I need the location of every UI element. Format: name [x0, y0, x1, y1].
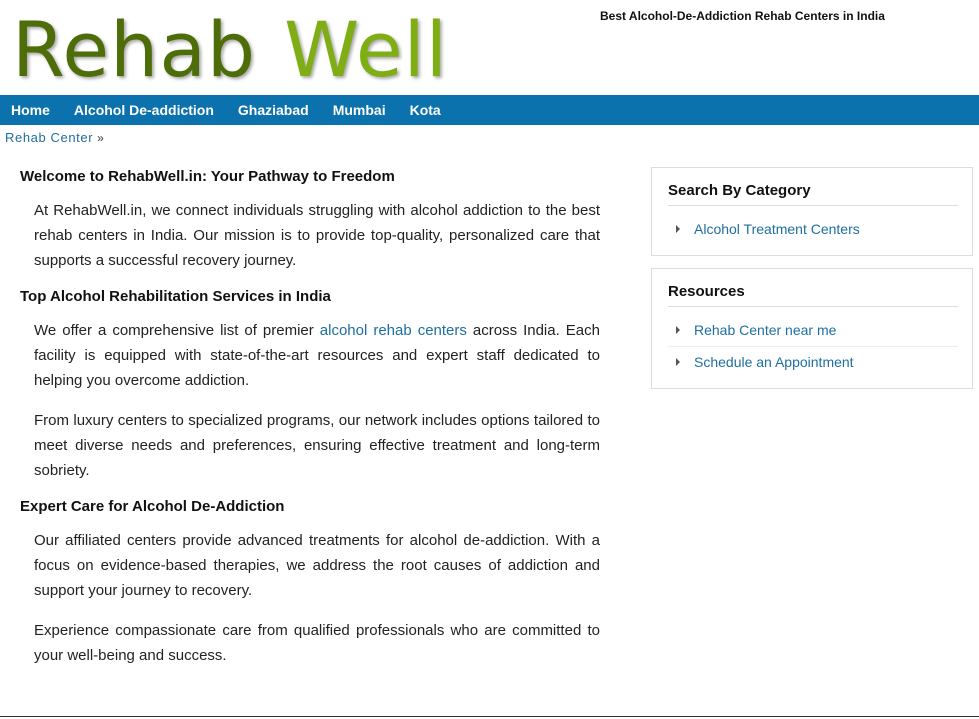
- arrow-right-icon: [676, 358, 680, 366]
- category-link-alcohol-treatment-centers[interactable]: Alcohol Treatment Centers: [694, 221, 860, 237]
- paragraph-text: across India. Each facility is equipped with state-of-the-art resources and expert staff dedicated to helping you overcome addiction.: [34, 322, 600, 389]
- paragraph-network: From luxury centers to specialized programs, our network includes options tailored to meet diverse needs and preferences, ensuring effective treatment and long-term sobriety.: [34, 412, 600, 479]
- logo-word-rehab: Rehab: [12, 5, 257, 94]
- resource-item[interactable]: [668, 347, 958, 378]
- resource-link-schedule-appointment[interactable]: Schedule an Appointment: [694, 354, 854, 370]
- nav-item-kota[interactable]: Kota: [409, 102, 441, 118]
- resources-box-title: Resources: [668, 283, 958, 307]
- arrow-right-icon: [676, 225, 680, 233]
- logo-word-well: Well: [284, 5, 448, 94]
- paragraph-compassionate-care: Experience compassionate care from qualified professionals who are committed to your well-being and success.: [34, 622, 600, 664]
- resource-link-rehab-center-near-me[interactable]: Rehab Center near me: [694, 322, 837, 338]
- resource-item[interactable]: [668, 315, 958, 347]
- nav-item-ghaziabad[interactable]: Ghaziabad: [237, 102, 309, 118]
- section-heading-top-services: Top Alcohol Rehabilitation Services in India: [20, 288, 331, 305]
- sidebar-category: [651, 167, 973, 256]
- paragraph-welcome: At RehabWell.in, we connect individuals struggling with alcohol addiction to the best rehab centers in India. Our mission is to provide top-quality, personalized care that supports a successful recovery journey.: [34, 202, 600, 269]
- category-box: [651, 167, 973, 256]
- site-header: [0, 0, 979, 95]
- main-nav: [0, 95, 979, 125]
- resources-box: [651, 268, 973, 389]
- paragraph-services-list: [34, 318, 600, 393]
- paragraph-text: We offer a comprehensive list of premier: [34, 322, 320, 339]
- breadcrumb-separator: »: [97, 131, 104, 145]
- paragraph-treatments: Our affiliated centers provide advanced treatments for alcohol de-addiction. With a focus on evidence-based therapies, we address the root causes of addiction and support your journey to recovery.: [34, 532, 600, 599]
- category-item[interactable]: [668, 214, 958, 245]
- site-logo[interactable]: [12, 2, 448, 98]
- category-box-title: Search By Category: [668, 182, 958, 206]
- footer-divider: [0, 716, 979, 717]
- arrow-right-icon: [676, 326, 680, 334]
- site-tagline: Best Alcohol-De-Addiction Rehab Centers in India: [600, 9, 885, 23]
- breadcrumb-link-rehab-center[interactable]: Rehab Center: [5, 130, 94, 145]
- breadcrumb: [5, 130, 104, 145]
- section-heading-expert-care: Expert Care for Alcohol De-Addiction: [20, 498, 285, 515]
- link-alcohol-rehab-centers[interactable]: alcohol rehab centers: [319, 322, 467, 339]
- main-content: [20, 168, 600, 683]
- nav-item-alcohol-de-addiction[interactable]: Alcohol De-addiction: [73, 102, 214, 118]
- nav-item-mumbai[interactable]: Mumbai: [332, 102, 386, 118]
- sidebar-resources: [651, 268, 973, 389]
- section-heading-welcome: Welcome to RehabWell.in: Your Pathway to Freedom: [20, 168, 395, 185]
- nav-item-home[interactable]: Home: [11, 102, 50, 118]
